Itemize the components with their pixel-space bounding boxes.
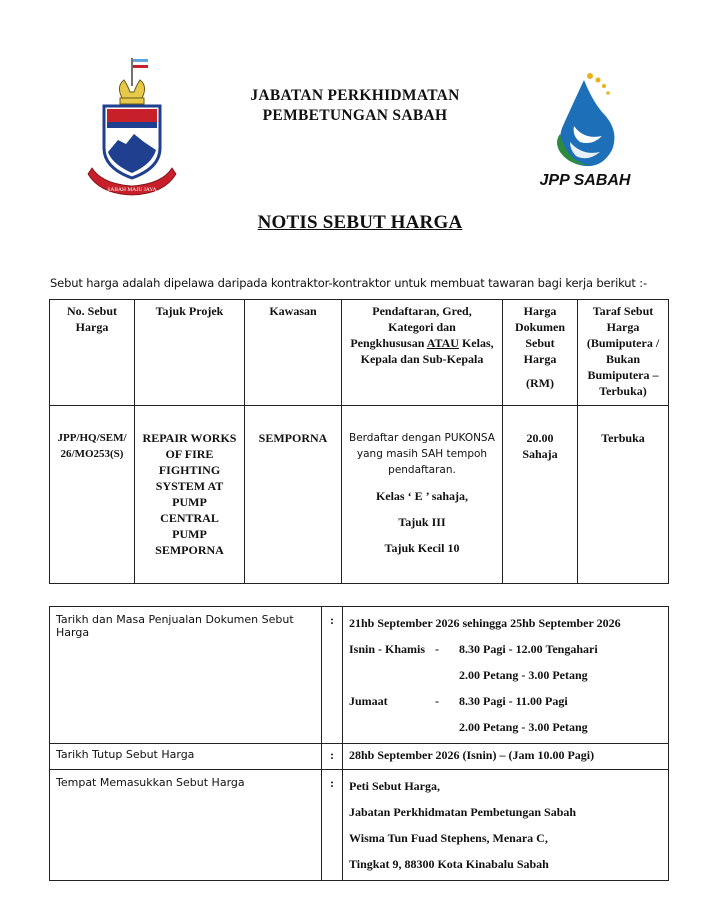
schedule-row-jualan xyxy=(50,607,669,744)
schedule-table xyxy=(49,606,669,881)
header-harga-dokumen: Harga Dokumen Sebut Harga (RM) xyxy=(503,300,578,406)
label-tempat: Tempat Memasukkan Sebut Harga xyxy=(50,770,322,881)
department-name-line1: JABATAN PERKHIDMATAN xyxy=(250,87,460,104)
cell-taraf: Terbuka xyxy=(578,406,669,584)
value-tarikh-tutup: 28hb September 2026 (Isnin) – (Jam 10.00 Pagi) xyxy=(343,744,669,770)
table-row xyxy=(50,406,669,584)
cell-harga: 20.00 Sahaja xyxy=(503,406,578,584)
value-tempat: Peti Sebut Harga, Jabatan Perkhidmatan Pembetungan Sabah Wisma Tun Fuad Stephens, Menara C, Tingkat 9, 88300 Kota Kinabalu Sabah xyxy=(343,770,669,881)
colon: : xyxy=(322,770,343,881)
header-no-sebut-harga: No. Sebut Harga xyxy=(50,300,135,406)
cell-no-sebut-harga: JPP/HQ/SEM/ 26/MO253(S) xyxy=(50,406,135,584)
colon: : xyxy=(322,744,343,770)
header-tajuk-projek: Tajuk Projek xyxy=(135,300,245,406)
colon: : xyxy=(322,607,343,744)
cell-tajuk-projek: REPAIR WORKS OF FIRE FIGHTING SYSTEM AT PUMP CENTRAL PUMP SEMPORNA xyxy=(135,406,245,584)
table-header-row xyxy=(50,300,669,406)
label-tarikh-jualan: Tarikh dan Masa Penjualan Dokumen Sebut Harga xyxy=(50,607,322,744)
intro-text: Sebut harga adalah dipelawa daripada kontraktor-kontraktor untuk membuat tawaran bagi kerja berikut :- xyxy=(50,276,647,290)
header-pendaftaran: Pendaftaran, Gred, Kategori dan Pengkhususan ATAU Kelas, Kepala dan Sub-Kepala xyxy=(342,300,503,406)
department-name-line2: PEMBETUNGAN SABAH xyxy=(262,107,448,124)
quotation-table xyxy=(49,299,669,584)
cell-pendaftaran: Berdaftar dengan PUKONSA yang masih SAH tempoh pendaftaran. Kelas ‘ E ’ sahaja, Tajuk III Tajuk Kecil 10 xyxy=(342,406,503,584)
value-tarikh-jualan: 21hb September 2026 sehingga 25hb September 2026 Isnin - Khamis - 8.30 Pagi - 12.00 Tengahari 2.00 Petang - 3.00 Petang Jumaat - 8.30 Pagi - 11.00 Pagi 2.00 Petang - 3.00 Petang xyxy=(343,607,669,744)
cell-kawasan: SEMPORNA xyxy=(245,406,342,584)
svg-text:SABAH MAJU JAYA: SABAH MAJU JAYA xyxy=(107,187,157,193)
schedule-row-tutup xyxy=(50,744,669,770)
header-kawasan: Kawasan xyxy=(245,300,342,406)
label-tarikh-tutup: Tarikh Tutup Sebut Harga xyxy=(50,744,322,770)
schedule-row-tempat xyxy=(50,770,669,881)
jpp-sabah-logo xyxy=(540,70,630,170)
jpp-sabah-logo-text: JPP SABAH xyxy=(539,172,631,189)
department-name xyxy=(190,86,520,126)
notice-title: NOTIS SEBUT HARGA xyxy=(257,212,463,233)
sabah-crest-logo xyxy=(82,56,182,196)
header-taraf-sebut-harga: Taraf Sebut Harga (Bumiputera / Bukan Bumiputera – Terbuka) xyxy=(578,300,669,406)
